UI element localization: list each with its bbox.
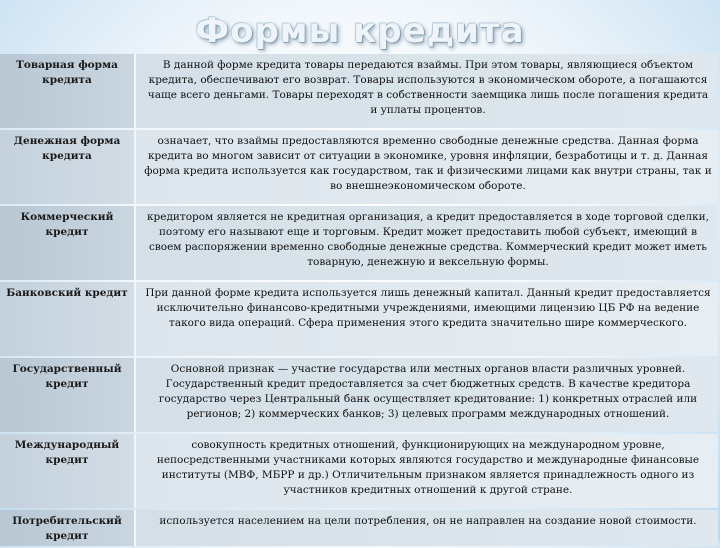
table-row bbox=[0, 282, 718, 356]
row-name-commodity: Товарная форма кредита bbox=[0, 54, 136, 128]
row-desc-consumer: используется населением на цели потребления, он не направлен на создание новой стоимости. bbox=[136, 510, 718, 546]
row-name-commercial: Коммерческий кредит bbox=[0, 206, 136, 280]
table-row bbox=[0, 206, 718, 280]
row-name-international: Международный кредит bbox=[0, 434, 136, 508]
table-row bbox=[0, 54, 718, 128]
table-row bbox=[0, 434, 718, 508]
slide-title: Формы кредита bbox=[195, 11, 525, 51]
table-row bbox=[0, 510, 718, 546]
row-name-consumer: Потребительский кредит bbox=[0, 510, 136, 546]
row-name-bank: Банковский кредит bbox=[0, 282, 136, 356]
row-desc-monetary: означает, что взаймы предоставляются временно свободные денежные средства. Данная форма кредита во многом зависит от ситуации в экономике, уровня инфляции, безработицы и т. д. Данная форма кредита используется как государством, так и физическими лицами как внутри страны, так и во внешнеэкономическом обороте. bbox=[136, 130, 718, 204]
row-desc-commercial: кредитором является не кредитная организация, а кредит предоставляется в ходе торговой сделки, поэтому его называют еще и торговым. Кредит может предоставить любой субъект, имеющий в своем распоряжении временно свободные денежные средства. Коммерческий кредит может иметь товарную, денежную и вексельную формы. bbox=[136, 206, 718, 280]
row-desc-state: Основной признак — участие государства или местных органов власти различных уровней. Государственный кредит предоставляется за счет бюджетных средств. В качестве кредитора государство через Центральный банк осуществляет кредитование: 1) конкретных отраслей или регионов; 2) коммерческих банков; 3) целевых программ международных отношений. bbox=[136, 358, 718, 432]
row-name-monetary: Денежная форма кредита bbox=[0, 130, 136, 204]
table-row bbox=[0, 358, 718, 432]
row-desc-international: совокупность кредитных отношений, функционирующих на международном уровне, непосредственными участниками которых являются государство и международные финансовые институты (МВФ, МБРР и др.) Отличительным признаком является принадлежность одного из участников кредитных отношений к другой стране. bbox=[136, 434, 718, 508]
table-row bbox=[0, 130, 718, 204]
row-desc-commodity: В данной форме кредита товары передаются взаймы. При этом товары, являющиеся объектом кредита, обеспечивают его возврат. Товары используются в экономическом обороте, а погашаются чаще всего деньгами. Товары переходят в собственности заемщика лишь после погашения кредита и уплаты процентов. bbox=[136, 54, 718, 128]
row-name-state: Государственный кредит bbox=[0, 358, 136, 432]
credit-forms-table bbox=[0, 52, 718, 548]
row-desc-bank: При данной форме кредита используется лишь денежный капитал. Данный кредит предоставляется исключительно финансово-кредитными учреждениями, имеющими лицензию ЦБ РФ на ведение такого вида операций. Сфера применения этого кредита значительно шире коммерческого. bbox=[136, 282, 718, 356]
